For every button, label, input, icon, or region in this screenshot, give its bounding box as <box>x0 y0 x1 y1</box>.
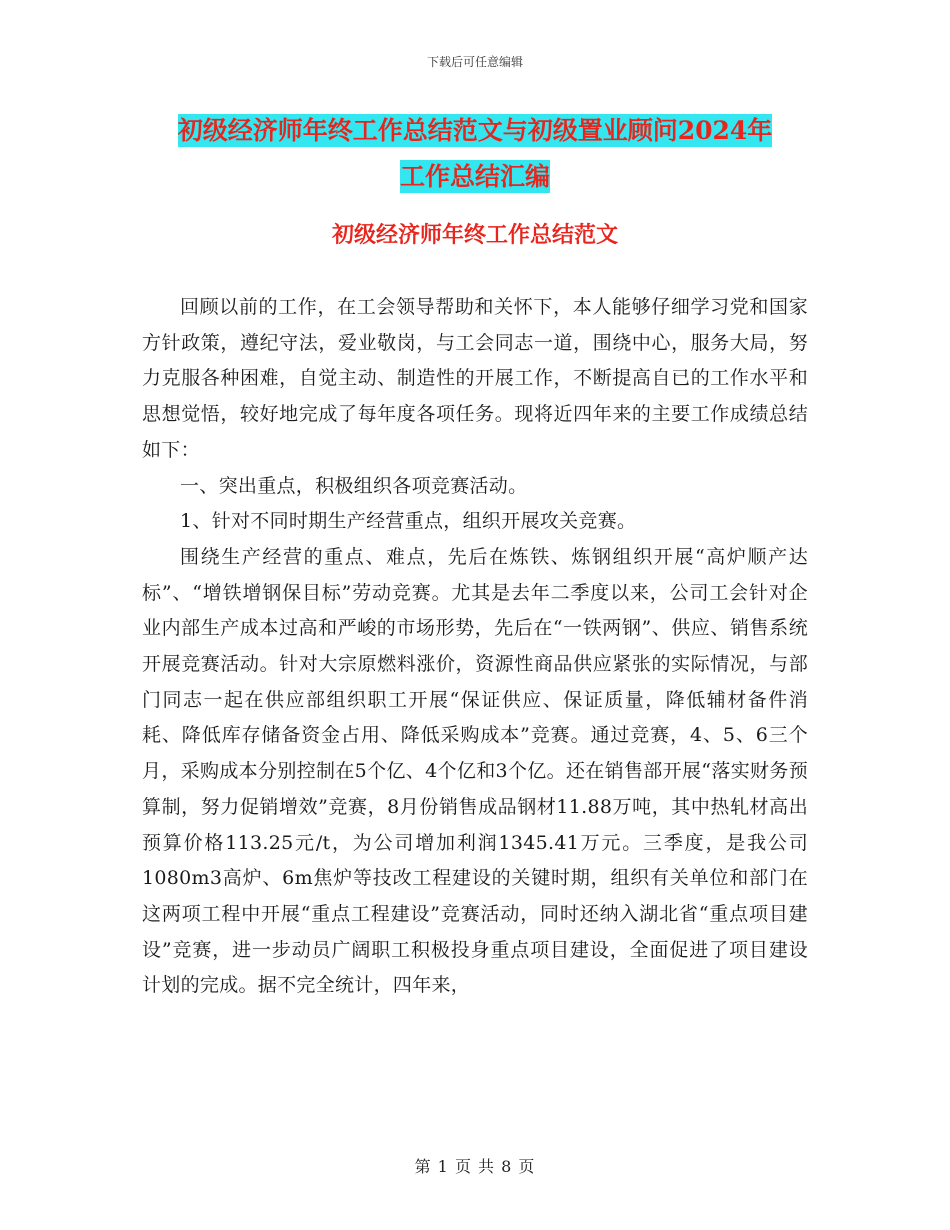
paragraph: 围绕生产经营的重点、难点，先后在炼铁、炼钢组织开展“高炉顺产达标”、“增铁增钢保目标”劳动竞赛。尤其是去年二季度以来，公司工会针对企业内部生产成本过高和严峻的市场形势，先后在“一铁两钢”、供应、销售系统开展竞赛活动。针对大宗原燃料涨价，资源性商品供应紧张的实际情况，与部门同志一起在供应部组织职工开展“保证供应、保证质量，降低辅材备件消耗、降低库存储备资金占用、降低采购成本”竞赛。通过竞赛，4、5、6三个月，采购成本分别控制在5个亿、4个亿和3个亿。还在销售部开展“落实财务预算制，努力促销增效”竞赛，8月份销售成品钢材11.88万吨，其中热轧材高出预算价格113.25元/t，为公司增加利润1345.41万元。三季度，是我公司1080m3高炉、6m焦炉等技改工程建设的关键时期，组织有关单位和部门在这两项工程中开展“重点工程建设”竞赛活动，同时还纳入湖北省“重点项目建设”竞赛，进一步动员广阔职工积极投身重点项目建设，全面促进了项目建设计划的完成。据不完全统计，四年来， <box>142 545 808 997</box>
document-title-line-1: 初级经济师年终工作总结范文与初级置业顾问2024年 <box>177 116 773 145</box>
document-title-line-2: 工作总结汇编 <box>399 162 550 191</box>
page-number-footer: 第 1 页 共 8 页 <box>414 1157 536 1176</box>
paragraph: 一、突出重点，积极组织各项竞赛活动。 <box>180 474 528 497</box>
paragraph: 1、针对不同时期生产经营重点，组织开展攻关竞赛。 <box>180 510 637 533</box>
document-title <box>140 108 810 200</box>
paragraph: 回顾以前的工作，在工会领导帮助和关怀下，本人能够仔细学习党和国家方针政策，遵纪守法，爱业敬岗，与工会同志一道，围绕中心，服务大局，努力克服各种困难，自觉主动、制造性的开展工作，不断提高自已的工作水平和思想觉悟，较好地完成了每年度各项任务。现将近四年来的主要工作成绩总结如下： <box>142 296 808 461</box>
page-header-note: 下载后可任意编辑 <box>426 55 523 69</box>
section-title: 初级经济师年终工作总结范文 <box>331 222 618 248</box>
document-body <box>142 290 808 1004</box>
